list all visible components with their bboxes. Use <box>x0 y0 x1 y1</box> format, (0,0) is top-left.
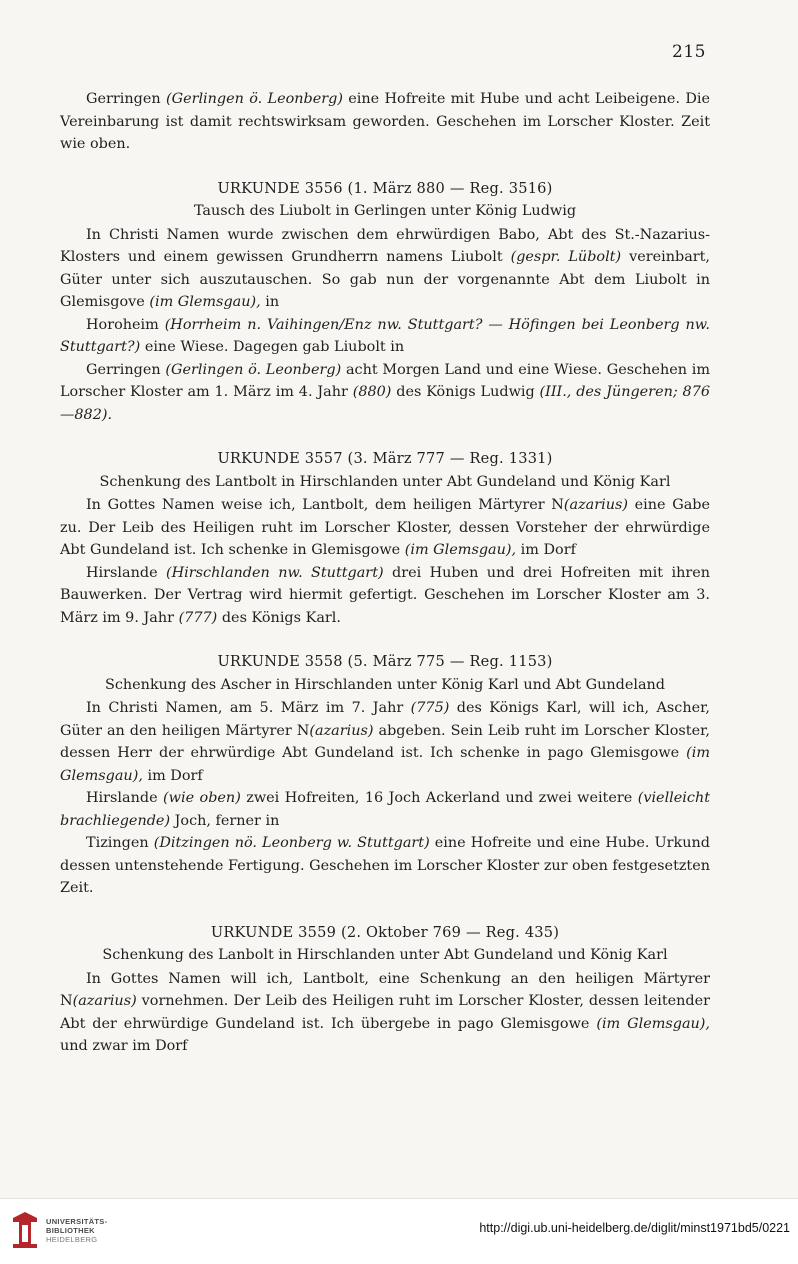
text-run: im Dorf <box>516 542 576 558</box>
paragraph <box>60 359 710 427</box>
text-run: Gerringen <box>86 91 166 107</box>
text-run: Joch, ferner in <box>170 812 280 829</box>
italic-annotation: (wie oben) <box>163 790 241 806</box>
text-run: Hirslande <box>86 564 166 581</box>
text-run: In Gottes Namen weise ich, Lantbolt, dem heiligen Märtyrer N <box>86 497 564 513</box>
viewer-footer <box>0 1198 798 1264</box>
paragraph <box>60 562 710 630</box>
text-run: des Königs Karl. <box>217 609 341 626</box>
text-run: eine Gabe zu. Der Leib des Heiligen ruht im Lorscher Kloster, dessen Vorsteher der ehrwürdige Abt Gundeland ist. Ich schenke in Glemisgowe <box>60 497 710 558</box>
text-run: vornehmen. Der Leib des Heiligen ruht im Lorscher Kloster, dessen leitender Abt der ehrwürdige Gundeland ist. Ich übergebe in pago Glemisgowe <box>60 993 710 1032</box>
document-heading: URKUNDE 3557 (3. März 777 — Reg. 1331) <box>217 450 553 467</box>
italic-annotation: (im Glemsgau), <box>404 542 517 558</box>
institution-line: UNIVERSITÄTS- <box>46 1217 108 1226</box>
italic-annotation: (Ditzingen nö. Leonberg w. Stuttgart) <box>153 835 430 851</box>
document-heading: URKUNDE 3558 (5. März 775 — Reg. 1153) <box>217 653 553 670</box>
paragraph <box>60 314 710 359</box>
text-run: zwei Hofreiten, 16 Joch Ackerland und zwei weitere <box>240 790 638 806</box>
italic-annotation: (im Glemsgau), <box>149 294 261 310</box>
page-number: 215 <box>672 42 706 62</box>
italic-annotation: (gespr. Lübolt) <box>510 249 622 265</box>
text-run: im Dorf <box>142 767 203 784</box>
text-run: abgeben. Sein Leib ruht im Lorscher Kloster, dessen Herr der ehrwürdige Abt Gundeland ist. Ich schenke in pago Glemisgowe <box>60 722 710 761</box>
text-run: eine Hofreite mit Hube und acht Leibeigene. Die Vereinbarung ist damit rechtswirksam geworden. Geschehen im Lorscher Kloster. Zeit wie oben. <box>60 91 710 152</box>
text-run: vereinbart, Güter unter sich auszutauschen. So gab nun der vorgenannte Abt dem Liubolt in Glemisgove <box>60 249 711 310</box>
italic-annotation: (azarius) <box>563 497 628 513</box>
italic-annotation: (Gerlingen ö. Leonberg) <box>165 91 343 107</box>
italic-annotation: (azarius) <box>309 722 374 739</box>
university-library-logo-icon <box>10 1212 40 1248</box>
document-heading: URKUNDE 3559 (2. Oktober 769 — Reg. 435) <box>210 923 560 941</box>
paragraph <box>60 968 710 1058</box>
italic-annotation: (Horrheim n. Vaihingen/Enz nw. Stuttgart? — Höfingen bei Leonberg nw. Stuttgart?) <box>60 316 710 355</box>
italic-annotation: (Gerlingen ö. Leonberg) <box>165 361 342 378</box>
text-run: Gerringen <box>86 361 166 378</box>
text-run: In Christi Namen, am 5. März im 7. Jahr <box>86 700 411 716</box>
document-body <box>60 88 710 1058</box>
permalink-url[interactable]: http://digi.ub.uni-heidelberg.de/diglit/minst1971bd5/0221 <box>479 1221 790 1235</box>
paragraph <box>60 832 710 900</box>
text-run: in <box>260 294 280 310</box>
document-subheading: Schenkung des Lantbolt in Hirschlanden unter Abt Gundeland und König Karl <box>99 473 671 490</box>
institution-name <box>46 1217 107 1244</box>
text-run: und zwar im Dorf <box>60 1038 188 1054</box>
document-subheading: Schenkung des Lanbolt in Hirschlanden unter Abt Gundeland und König Karl <box>102 947 668 963</box>
text-run: eine Hofreite und eine Hube. Urkund dessen untenstehende Fertigung. Geschehen im Lorscher Kloster zur oben festgesetzten Zeit. <box>60 835 710 896</box>
text-run: drei Huben und drei Hofreiten mit ihren Bauwerken. Der Vertrag wird hiermit gefertigt. Geschehen im Lorscher Kloster am 3. März im 9. Jahr <box>60 564 710 626</box>
paragraph <box>60 787 710 832</box>
italic-annotation: (im Glemsgau), <box>596 1015 710 1032</box>
italic-annotation: (azarius) <box>72 993 137 1009</box>
text-run: des Königs Ludwig <box>391 384 540 400</box>
paragraph <box>60 494 710 562</box>
text-run: In Christi Namen wurde zwischen dem ehrwürdigen Babo, Abt des St.-Nazarius-Klosters und einem gewissen Grundherrn namens Liubolt <box>60 226 710 265</box>
text-run: acht Morgen Land und eine Wiese. Geschehen im Lorscher Kloster am 1. März im 4. Jahr <box>60 361 710 400</box>
text-run: Hirslande <box>86 790 164 806</box>
paragraph <box>60 697 710 787</box>
italic-annotation: (Hirschlanden nw. Stuttgart) <box>166 564 384 581</box>
italic-annotation: (vielleicht brachliegende) <box>60 790 711 829</box>
paragraph <box>60 88 710 156</box>
italic-annotation: (880) <box>352 384 392 400</box>
italic-annotation: (im Glemsgau), <box>60 745 710 784</box>
institution-line: HEIDELBERG <box>46 1235 98 1244</box>
document-subheading: Schenkung des Ascher in Hirschlanden unter König Karl und Abt Gundeland <box>104 676 666 693</box>
text-run: Horoheim <box>86 316 165 333</box>
text-run: Tizingen <box>86 835 154 851</box>
institution-line: BIBLIOTHEK <box>46 1226 95 1235</box>
italic-annotation: (777) <box>178 609 218 626</box>
text-run: eine Wiese. Dagegen gab Liubolt in <box>140 339 405 355</box>
text-run: In Gottes Namen will ich, Lantbolt, eine Schenkung an den heiligen Märtyrer N <box>60 970 710 1009</box>
text-run: des Königs Karl, will ich, Ascher, Güter an den heiligen Märtyrer N <box>60 700 710 739</box>
paragraph <box>60 224 710 314</box>
document-subheading: Tausch des Liubolt in Gerlingen unter König Ludwig <box>193 203 577 219</box>
italic-annotation: (III., des Jüngeren; 876—882). <box>60 384 711 423</box>
italic-annotation: (775) <box>410 700 450 716</box>
document-heading: URKUNDE 3556 (1. März 880 — Reg. 3516) <box>217 179 553 197</box>
